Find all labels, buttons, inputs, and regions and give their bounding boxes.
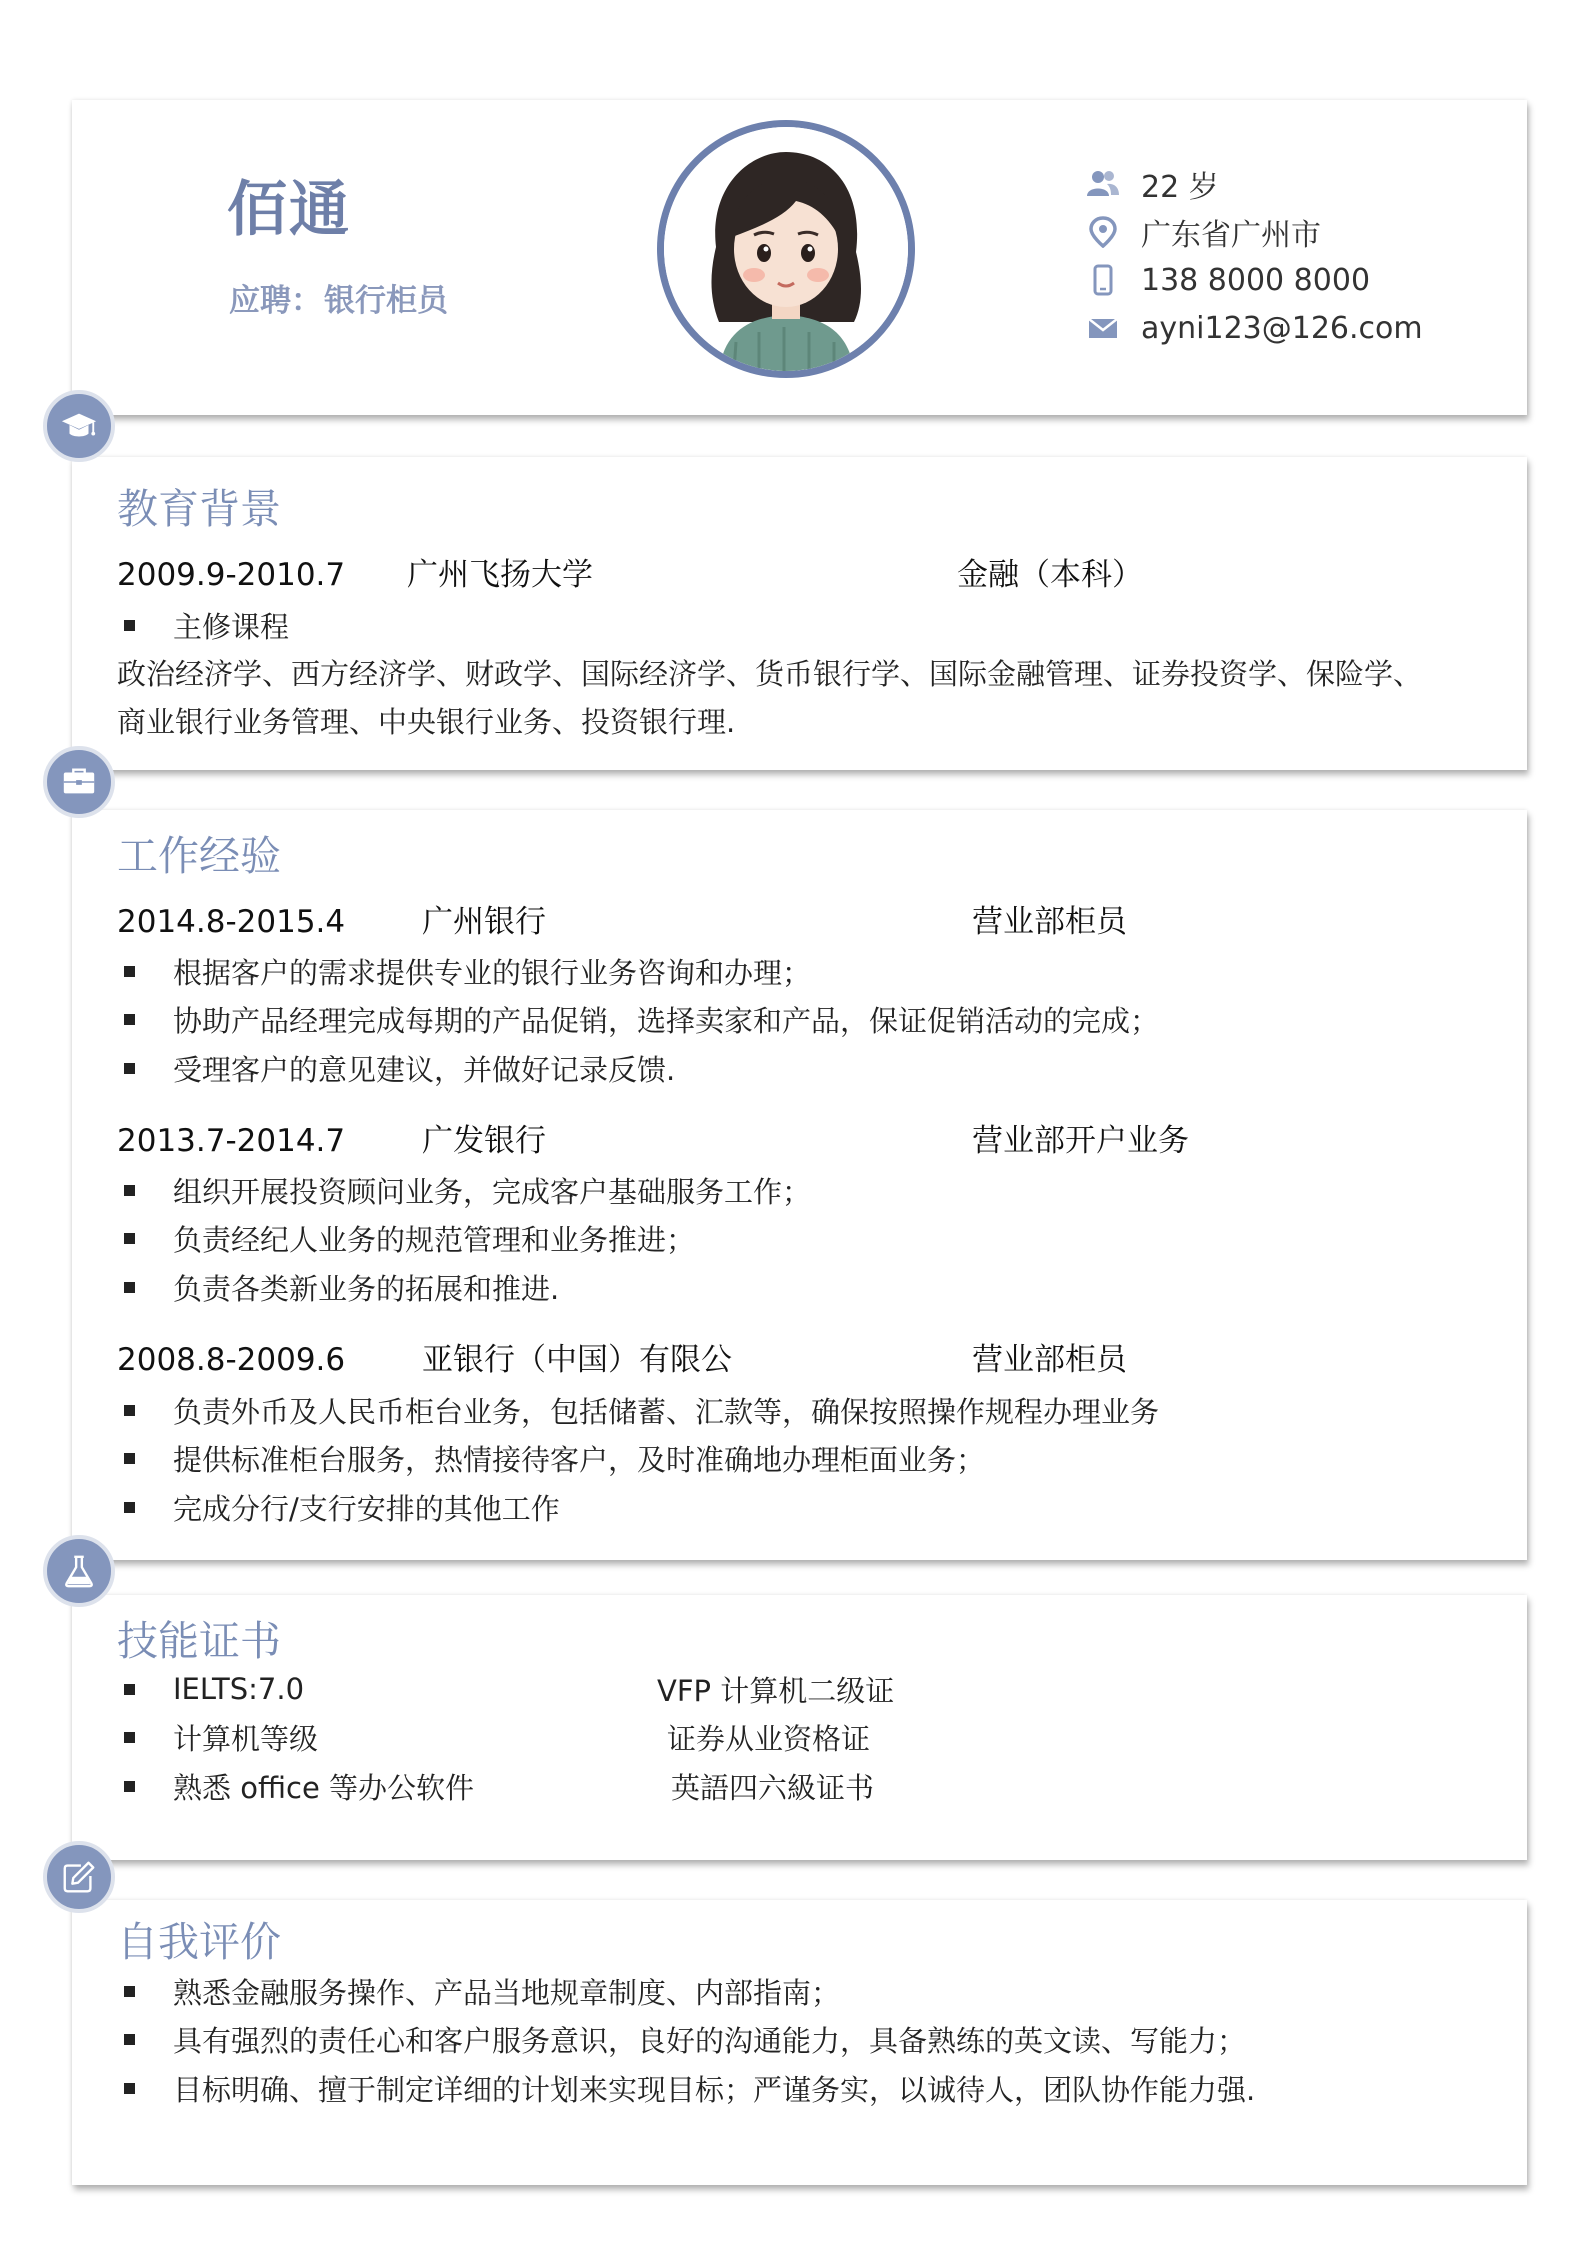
work-duties-3 — [117, 1386, 1159, 1532]
contact-info — [1087, 160, 1423, 352]
email-text[interactable]: ayni123@126.com — [1141, 310, 1423, 346]
duty-text: 完成分行/支行安排的其他工作 — [173, 1491, 560, 1526]
graduation-cap-icon — [43, 390, 115, 462]
skill-right: 英語四六級证书 — [671, 1770, 875, 1805]
work-duties-2 — [117, 1166, 811, 1312]
list-item — [117, 1386, 1159, 1435]
work-company: 广州银行 — [422, 904, 546, 940]
flask-icon — [43, 1535, 115, 1607]
work-title: 工作经验 — [117, 832, 281, 880]
skill-row — [117, 1714, 894, 1763]
course-label: 主修课程 — [173, 609, 290, 644]
location-pin-icon — [1087, 216, 1141, 248]
users-icon — [1087, 168, 1141, 200]
bullet-square — [124, 1684, 135, 1695]
self-eval-list — [117, 1967, 1255, 2113]
job-target — [227, 283, 448, 319]
work-role: 营业部开户业务 — [972, 1123, 1189, 1159]
bullet-square — [124, 1453, 135, 1464]
bullet-square — [124, 1282, 135, 1293]
avatar — [657, 120, 915, 378]
duty-text: 协助产品经理完成每期的产品促销，选择卖家和产品，保证促销活动的完成； — [173, 1004, 1160, 1039]
age-text: 22 岁 — [1141, 170, 1219, 205]
work-duties-1 — [117, 947, 1159, 1093]
edit-icon — [43, 1841, 115, 1913]
bullet-square — [124, 1014, 135, 1025]
contact-age — [1087, 160, 1423, 208]
education-school: 广州飞扬大学 — [407, 557, 593, 593]
header-card — [72, 100, 1527, 415]
list-item — [117, 947, 1159, 996]
education-date: 2009.9-2010.7 — [117, 557, 346, 593]
education-card — [72, 457, 1527, 770]
list-item — [117, 1044, 1159, 1093]
avatar-illustration — [664, 127, 908, 371]
phone-text: 138 8000 8000 — [1141, 262, 1371, 298]
skills-grid — [117, 1665, 894, 1811]
courses-line-1: 政治经济学、西方经济学、财政学、国际经济学、货币银行学、国际金融管理、证券投资学、保险学、 — [117, 657, 1423, 691]
skill-row — [117, 1762, 894, 1811]
bullet-square — [124, 620, 135, 631]
briefcase-icon — [43, 746, 115, 818]
skill-left: 计算机等级 — [173, 1722, 319, 1757]
list-item — [117, 2064, 1255, 2113]
mobile-phone-icon — [1087, 264, 1141, 296]
education-title: 教育背景 — [117, 485, 281, 533]
list-item — [117, 1166, 811, 1215]
job-title: 银行柜员 — [324, 283, 448, 319]
bullet-square — [124, 1781, 135, 1792]
skill-left: IELTS:7.0 — [173, 1672, 305, 1707]
list-item — [117, 1435, 1159, 1484]
duty-text: 根据客户的需求提供专业的银行业务咨询和办理； — [173, 955, 812, 990]
candidate-name: 佰通 — [227, 175, 351, 245]
work-date: 2013.7-2014.7 — [117, 1123, 346, 1159]
courses-line-2: 商业银行业务管理、中央银行业务、投资银行理. — [117, 705, 736, 739]
bullet-square — [124, 2083, 135, 2094]
bullet-square — [124, 1185, 135, 1196]
bullet-square — [124, 1732, 135, 1743]
bullet-square — [124, 966, 135, 977]
contact-phone — [1087, 256, 1423, 304]
duty-text: 提供标准柜台服务，热情接待客户，及时准确地办理柜面业务； — [173, 1443, 986, 1478]
skill-left: 熟悉 office 等办公软件 — [173, 1770, 475, 1805]
skills-card — [72, 1595, 1527, 1860]
list-item — [117, 601, 289, 650]
self-eval-text: 熟悉金融服务操作、产品当地规章制度、内部指南； — [173, 1975, 841, 2010]
work-company: 亚银行（中国）有限公 — [422, 1342, 732, 1378]
skill-row — [117, 1665, 894, 1714]
list-item — [117, 996, 1159, 1045]
work-date: 2008.8-2009.6 — [117, 1342, 346, 1378]
self-eval-text: 目标明确、擅于制定详细的计划来实现目标；严谨务实，以诚待人，团队协作能力强. — [173, 2072, 1256, 2107]
work-card — [72, 810, 1527, 1560]
bullet-square — [124, 1502, 135, 1513]
work-role: 营业部柜员 — [972, 1342, 1127, 1378]
education-major: 金融（本科） — [957, 557, 1143, 593]
duty-text: 负责经纪人业务的规范管理和业务推进； — [173, 1223, 696, 1258]
duty-text: 负责外币及人民币柜台业务，包括储蓄、汇款等，确保按照操作规程办理业务 — [173, 1394, 1160, 1429]
bullet-square — [124, 2034, 135, 2045]
skills-title: 技能证书 — [117, 1617, 281, 1665]
list-item — [117, 1263, 811, 1312]
job-label: 应聘： — [229, 283, 322, 319]
work-company: 广发银行 — [422, 1123, 546, 1159]
self-eval-title: 自我评价 — [117, 1918, 281, 1966]
work-date: 2014.8-2015.4 — [117, 904, 346, 940]
list-item — [117, 1967, 1255, 2016]
bullet-square — [124, 1233, 135, 1244]
work-role: 营业部柜员 — [972, 904, 1127, 940]
list-item — [117, 1483, 1159, 1532]
skill-right: 证券从业资格证 — [667, 1722, 871, 1757]
self-eval-text: 具有强烈的责任心和客户服务意识，良好的沟通能力，具备熟练的英文读、写能力； — [173, 2024, 1247, 2059]
contact-email — [1087, 304, 1423, 352]
list-item — [117, 2016, 1255, 2065]
skill-right: VFP 计算机二级证 — [657, 1673, 895, 1708]
list-item — [117, 1215, 811, 1264]
self-eval-card — [72, 1900, 1527, 2185]
bullet-square — [124, 1405, 135, 1416]
bullet-square — [124, 1986, 135, 1997]
envelope-icon — [1087, 312, 1141, 344]
bullet-square — [124, 1063, 135, 1074]
duty-text: 负责各类新业务的拓展和推进. — [173, 1271, 560, 1306]
location-text: 广东省广州市 — [1141, 218, 1321, 253]
duty-text: 受理客户的意见建议，并做好记录反馈. — [173, 1052, 676, 1087]
duty-text: 组织开展投资顾问业务，完成客户基础服务工作； — [173, 1174, 812, 1209]
contact-location — [1087, 208, 1423, 256]
education-course-list — [117, 601, 289, 650]
